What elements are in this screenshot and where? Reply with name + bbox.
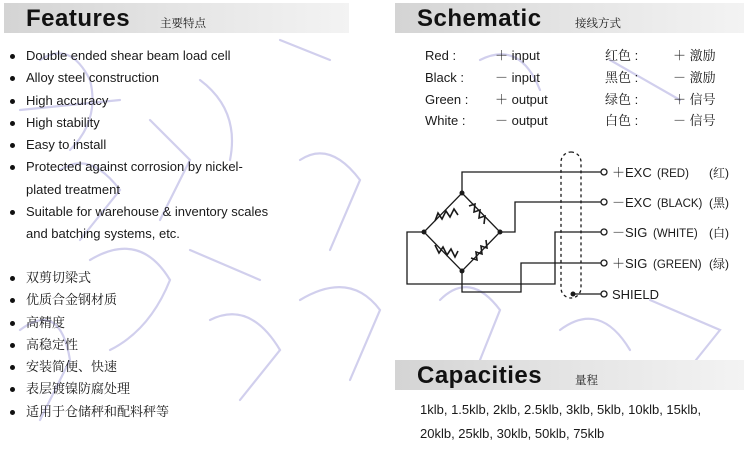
svg-text:－EXC xyxy=(612,195,652,210)
wire-row-green xyxy=(425,89,744,111)
wire-color: Black : xyxy=(425,69,465,85)
features-list-cn xyxy=(6,267,296,423)
resistor-bottom-right xyxy=(471,240,487,260)
terminal-sign: － xyxy=(612,225,626,240)
terminal-color-cn: (红) xyxy=(709,166,729,180)
list-item: 高精度 xyxy=(6,312,296,334)
wire-row-white xyxy=(425,110,744,132)
svg-text:＋EXC xyxy=(612,165,652,180)
list-item: 适用于仓储秤和配料秤等 xyxy=(6,401,296,423)
terminal-name: EXC xyxy=(625,195,652,210)
schematic-subtitle: 接线方式 xyxy=(575,18,621,30)
capacities-line-1: 1klb, 1.5klb, 2klb, 2.5klb, 3klb, 5klb, 10klb, 15klb, xyxy=(420,402,702,417)
cable-shield-outline xyxy=(561,152,581,298)
list-item: Double ended shear beam load cell xyxy=(6,45,296,67)
svg-text:－SIG xyxy=(612,225,647,240)
wire-row-black xyxy=(425,67,744,89)
list-item-continuation: and batching systems, etc. xyxy=(26,226,180,242)
features-title: Features xyxy=(26,5,131,32)
terminal-color: (RED) xyxy=(657,168,689,180)
capacities-subtitle: 量程 xyxy=(575,375,598,387)
wire-signal-cn: － 信号 xyxy=(673,113,716,129)
terminal-color-cn: (黑) xyxy=(709,196,729,210)
wire-signal: － input xyxy=(495,69,540,85)
wire-row-red xyxy=(425,45,744,67)
features-header xyxy=(4,3,349,33)
wire-signal-cn: ＋ 信号 xyxy=(673,91,716,107)
list-item-continuation: plated treatment xyxy=(26,181,120,197)
wire-color: Red : xyxy=(425,48,457,63)
list-item: 表层镀镍防腐处理 xyxy=(6,378,296,400)
features-subtitle: 主要特点 xyxy=(160,18,206,30)
capacities-header xyxy=(395,360,744,390)
terminal-name: SIG xyxy=(625,256,648,271)
wire-color-cn: 绿色 : xyxy=(605,91,639,107)
wire-color-cn: 白色 : xyxy=(605,113,639,129)
svg-text:＋SIG xyxy=(612,256,647,271)
wire-signal: ＋ input xyxy=(495,48,540,63)
terminal-sign: － xyxy=(612,195,626,210)
wire-signal-cn: ＋ 激励 xyxy=(673,48,716,63)
list-item: High accuracy xyxy=(6,90,296,112)
capacities-list xyxy=(420,398,740,446)
list-item: Suitable for warehouse & inventory scales xyxy=(6,201,296,223)
terminal-color: (BLACK) xyxy=(657,198,703,210)
list-item: 高稳定性 xyxy=(6,334,296,356)
wire-signal-cn: － 激励 xyxy=(673,69,716,85)
bridge-diamond xyxy=(424,193,500,271)
list-item: Easy to install xyxy=(6,134,296,156)
list-item: 双剪切梁式 xyxy=(6,267,296,289)
list-item: 优质合金钢材质 xyxy=(6,289,296,311)
wire-color-table xyxy=(425,45,744,132)
schematic-title: Schematic xyxy=(417,5,542,32)
wire-signal: － output xyxy=(495,113,548,129)
terminal-sign: ＋ xyxy=(612,165,626,180)
terminal-color: (WHITE) xyxy=(653,228,698,240)
wiring-schematic-diagram xyxy=(395,148,744,308)
list-item: Alloy steel construction xyxy=(6,67,296,89)
list-item: Protected against corrosion by nickel- xyxy=(6,156,296,178)
wire-color: Green : xyxy=(425,91,469,107)
resistor-top-left xyxy=(435,209,458,221)
list-item: High stability xyxy=(6,112,296,134)
features-list-en xyxy=(6,45,296,246)
terminal-color: (GREEN) xyxy=(653,259,702,271)
terminal-color-cn: (白) xyxy=(709,226,729,240)
schematic-header xyxy=(395,3,744,33)
wire-color: White : xyxy=(425,113,466,129)
terminal-name: EXC xyxy=(625,165,652,180)
terminal-sign: ＋ xyxy=(612,256,626,271)
shield-label: SHIELD xyxy=(612,287,659,302)
wire-color-cn: 黑色 : xyxy=(605,69,639,85)
terminal-color-cn: (绿) xyxy=(709,257,729,271)
wire-signal: ＋ output xyxy=(495,91,548,107)
capacities-title: Capacities xyxy=(417,362,543,389)
list-item: 安装简便、快速 xyxy=(6,356,296,378)
terminal-name: SIG xyxy=(625,225,648,240)
wire-color-cn: 红色 : xyxy=(605,48,639,63)
capacities-line-2: 20klb, 25klb, 30klb, 50klb, 75klb xyxy=(420,426,605,441)
